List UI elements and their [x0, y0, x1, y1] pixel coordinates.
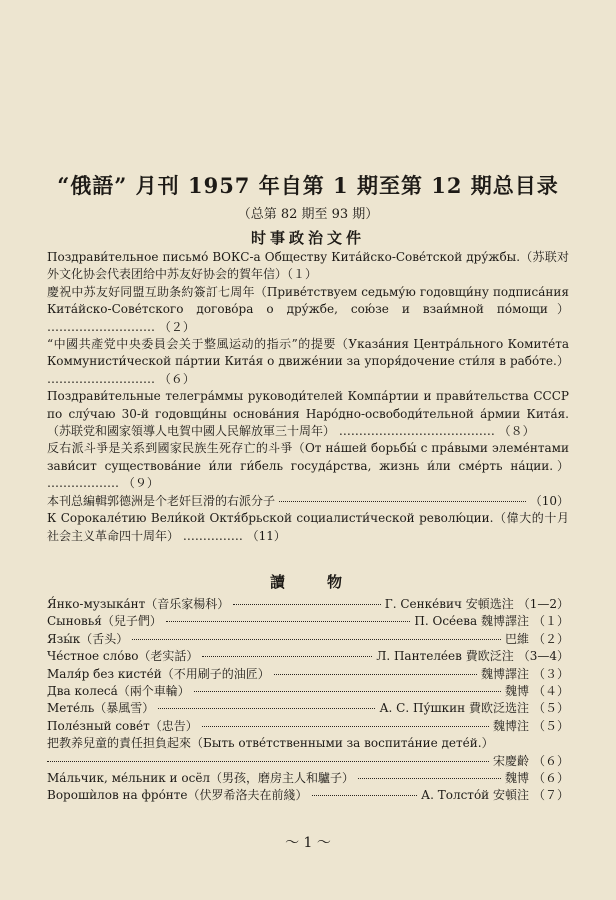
dot-leader: [166, 621, 411, 622]
entry-page: （10）: [529, 493, 569, 508]
document-title: “俄語” 月刊 1957 年自第 1 期至第 12 期总目录: [57, 173, 559, 198]
document-subtitle: （总第 82 期至 93 期）: [237, 207, 379, 222]
list-item: [47, 440, 569, 492]
list-item: [47, 249, 569, 284]
section-heading-political-documents: 时事政治文件: [250, 229, 365, 247]
entry-text: “中國共產党中央委員会关于整風运动的指示”的提要（Указа́ния Центра́льного Комите́та Коммунисти́ческой па́ртии Кита́я о движе́нии за упоря́дочение сти́ля в рабо́те.） ……………………… （６）: [47, 337, 569, 386]
entry-page: （２）: [532, 631, 569, 646]
list-item: [47, 284, 569, 336]
dot-leader: [194, 691, 501, 692]
list-item: [47, 700, 569, 717]
entry-page: （６）: [532, 753, 569, 768]
entry-text: 把教养兒童的責任担負起來（Быть отве́тственными за воспита́ние дете́й.）: [47, 736, 494, 751]
entry-text: Поздрави́тельные телегра́ммы руководи́телей Компа́ртии и прави́тельства СССР по слу́чаю 30-й годовщи́ны основа́ния Наро́дно-освободи́тельной а́рмии Кита́я.（苏联党和國家領導人电賀中國人民解放軍三十周年） ………………………………… （８）: [47, 389, 569, 439]
entry-page: （11）: [246, 528, 286, 543]
list-item: [47, 718, 569, 735]
entry-page: （２）: [158, 319, 195, 334]
entry-text: Маля́р без кисте́й（不用刷子的油匠）: [47, 666, 270, 681]
entry-page: （６）: [158, 371, 195, 386]
entry-author: Л. Пантеле́ев 費欧泛注: [376, 649, 514, 664]
entry-text: Сыновья́（兒子們）: [47, 614, 162, 629]
entry-page: （５）: [532, 718, 569, 733]
entry-author: 宋慶齡: [492, 753, 529, 768]
readings-list: [47, 596, 569, 805]
page-number: ～ 1 ～: [285, 835, 331, 851]
dot-leader: [233, 604, 380, 605]
entry-text: Язы́к（舌头）: [47, 631, 129, 646]
list-item: [47, 683, 569, 700]
entry-page: （７）: [532, 788, 569, 803]
list-item: [47, 787, 569, 804]
dot-leader: [202, 726, 489, 727]
entry-text: Мете́ль（暴風雪）: [47, 701, 155, 716]
list-item: [47, 631, 569, 648]
entry-page: （1—2）: [517, 597, 569, 611]
list-item: [47, 510, 569, 545]
entry-text: Ма́льчик, ме́льник и осёл（男孩，磨房主人和驢子）: [47, 771, 355, 786]
list-item: [47, 613, 569, 630]
entry-text: Поле́зный сове́т（忠告）: [47, 718, 198, 733]
entry-page: （４）: [532, 684, 569, 699]
entry-text: 本刊总編輯郭德洲是个老奸巨滑的右派分子: [47, 493, 276, 508]
list-item: [47, 666, 569, 683]
entry-author: П. Осе́ева 魏博譯注: [414, 614, 529, 629]
entry-page: （３）: [532, 666, 569, 681]
entry-page: （５）: [532, 701, 569, 716]
entry-author: А. Толсто́й 安頓注: [421, 788, 529, 803]
entry-text: 慶祝中苏友好同盟互助条約簽訂七周年（Приве́тствуем седьму́ю годовщи́ну подписа́ния Кита́йско-Сове́тского догово́ра о дру́жбе, сою́зе и взаи́мной по́мощи） ……………………… （２）: [47, 284, 569, 334]
entry-page: （６）: [532, 771, 569, 786]
entry-page: （１）: [287, 267, 318, 282]
entry-text: Поздрави́тельное письмо́ ВОКС-а Обществу Кита́йско-Сове́тской дру́жбы.（苏联对外文化协会代表团给中苏友好协会的賀年信）（１）: [47, 250, 569, 282]
political-documents-list: [47, 249, 569, 545]
dot-leader: [358, 778, 501, 779]
entry-page: （８）: [498, 424, 535, 439]
entry-author: А. С. Пу́шкин 費欧泛选注: [379, 701, 529, 716]
list-item: [47, 770, 569, 787]
entry-author: 魏博注: [492, 718, 529, 733]
entry-text: 反右派斗爭是关系到國家民族生死存亡的斗爭（От на́шей борьбы́ с пра́выми элеме́нтами зави́сит существова́ние и́ли ги́бель госуда́рства, жизнь и́ли сме́рть на́ции.） ……………… （９）: [47, 441, 569, 491]
entry-author: 魏博譯注: [480, 666, 529, 681]
dot-leader: [312, 795, 417, 796]
entry-author: 巴維: [504, 631, 529, 646]
list-item: [47, 648, 569, 665]
entry-page: （９）: [122, 476, 159, 491]
entry-author: 魏博: [504, 684, 529, 699]
list-item: [47, 493, 569, 510]
dot-leader: [47, 761, 489, 762]
list-item: [47, 388, 569, 440]
entry-text: Два колеса́（兩个車輪）: [47, 684, 190, 699]
dot-leader: [202, 656, 372, 657]
section-heading-readings: 讀 物: [269, 573, 346, 591]
dot-leader: [158, 708, 375, 709]
entry-text: К Сорокале́тию Вели́кой Октя́брьской социалисти́ческой револю́ции.（偉大的十月社会主义革命四十周年） …………… （11）: [47, 511, 569, 543]
list-item: [47, 596, 569, 613]
list-item: [47, 336, 569, 388]
list-item: [47, 735, 569, 770]
entry-author: Г. Сенке́вич 安頓选注: [384, 597, 514, 611]
entry-text: Я́нко-музыка́нт（音乐家楊科）: [47, 597, 230, 611]
entry-author: 魏博: [504, 771, 529, 786]
entry-text: Ворошѝлов на фро́нте（伏罗希洛夫在前綫）: [47, 788, 308, 803]
entry-page: （１）: [532, 614, 569, 629]
dot-leader: [279, 501, 526, 502]
entry-text: Че́стное сло́во（老实話）: [47, 649, 199, 664]
dot-leader: [132, 639, 501, 640]
dot-leader: [274, 674, 477, 675]
entry-page: （3—4）: [517, 649, 569, 664]
